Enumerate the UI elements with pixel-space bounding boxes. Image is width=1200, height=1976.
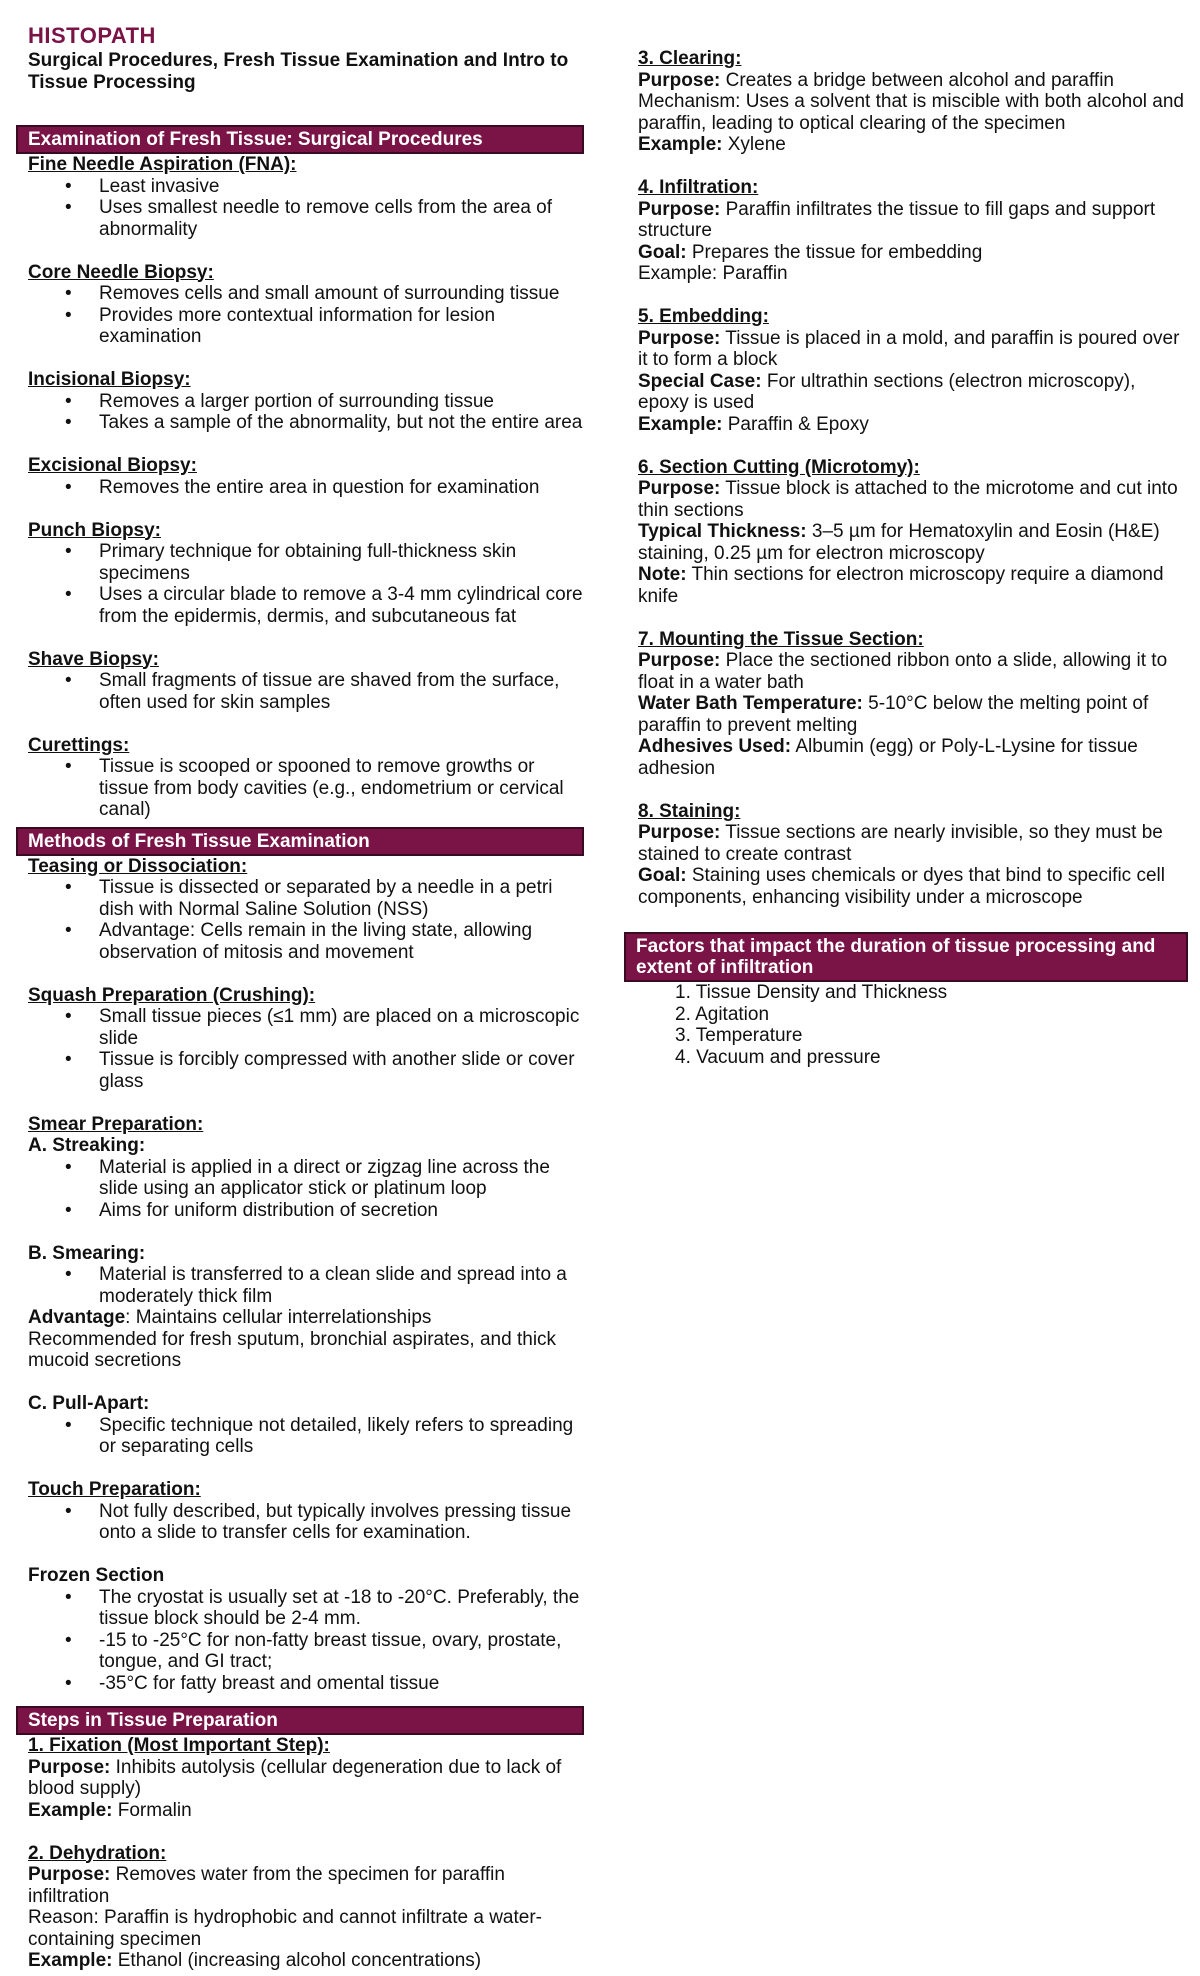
purpose-text: Tissue is placed in a mold, and paraffin is poured over it to form a block — [638, 327, 1180, 370]
goal-text: Staining uses chemicals or dyes that bind to specific cell components, enhancing visibility under a microscope — [638, 865, 1165, 908]
staining-goal — [638, 865, 1190, 908]
subheading-pull-apart: C. Pull-Apart: — [28, 1393, 150, 1414]
heading-shave: Shave Biopsy: — [28, 648, 159, 670]
section-header-factors: Factors that impact the duration of tissue processing and extent of infiltration — [624, 932, 1188, 982]
dehydration-reason: Reason: Paraffin is hydrophobic and cannot infiltrate a water-containing specimen — [28, 1907, 543, 1950]
list-teasing — [28, 877, 584, 963]
list-streaking — [28, 1157, 584, 1222]
list-item: • Specific technique not detailed, likely refers to spreading or separating cells — [28, 1415, 584, 1458]
list-item: • Small tissue pieces (≤1 mm) are placed on a microscopic slide — [28, 1006, 584, 1049]
special-case-label: Special Case: — [638, 370, 762, 392]
example-text: Paraffin & Epoxy — [722, 413, 869, 435]
mounting-water-bath — [638, 693, 1190, 736]
purpose-text: Place the sectioned ribbon onto a slide, allowing it to float in a water bath — [638, 650, 1168, 693]
thickness-text: 3–5 µm for Hematoxylin and Eosin (H&E) staining, 0.25 µm for electron microscopy — [638, 521, 1160, 564]
list-item: 3. Temperature — [675, 1025, 803, 1046]
list-item: 2. Agitation — [675, 1003, 770, 1025]
heading-section-cutting: 6. Section Cutting (Microtomy): — [638, 456, 920, 478]
smearing-advantage — [28, 1307, 584, 1329]
list-pull-apart — [28, 1415, 584, 1458]
section-header-examination: Examination of Fresh Tissue: Surgical Procedures — [16, 125, 584, 154]
list-item: • The cryostat is usually set at -18 to -20°C. Preferably, the tissue block should be 2-4 mm. — [28, 1587, 584, 1630]
list-item: • Small fragments of tissue are shaved from the surface, often used for skin samples — [28, 670, 584, 713]
list-touch — [28, 1501, 584, 1544]
section-header-steps: Steps in Tissue Preparation — [16, 1706, 584, 1735]
heading-incisional: Incisional Biopsy: — [28, 369, 191, 390]
adhesives-text: Albumin (egg) or Poly-L-Lysine for tissue adhesion — [638, 736, 1138, 779]
list-item: • Not fully described, but typically involves pressing tissue onto a slide to transfer cells for examination. — [28, 1501, 584, 1544]
purpose-text: Removes water from the specimen for paraffin infiltration — [28, 1864, 505, 1907]
purpose-text: Paraffin infiltrates the tissue to fill gaps and support structure — [638, 198, 1156, 241]
goal-label: Goal: — [638, 865, 687, 886]
right-column — [638, 0, 1190, 1068]
list-item: • Uses smallest needle to remove cells from the area of abnormality — [28, 197, 584, 240]
section-cutting-note — [638, 564, 1190, 607]
list-fna — [28, 176, 584, 241]
dehydration-purpose — [28, 1864, 584, 1907]
purpose-label: Purpose: — [638, 327, 721, 349]
heading-infiltration: 4. Infiltration: — [638, 177, 759, 198]
heading-core-needle: Core Needle Biopsy: — [28, 261, 214, 283]
purpose-label: Purpose: — [638, 69, 721, 91]
example-label: Example: — [28, 1799, 113, 1821]
purpose-label: Purpose: — [638, 822, 721, 843]
list-item: • Removes a larger portion of surrounding tissue — [28, 391, 584, 413]
purpose-label: Purpose: — [638, 478, 721, 499]
purpose-label: Purpose: — [28, 1756, 111, 1778]
embedding-purpose — [638, 328, 1190, 371]
example-text: Xylene — [722, 134, 786, 155]
list-incisional — [28, 391, 584, 434]
list-item: • Least invasive — [28, 176, 584, 198]
subheading-smearing: B. Smearing: — [28, 1242, 146, 1264]
list-item: • Tissue is scooped or spooned to remove growths or tissue from body cavities (e.g., endometrium or cervical canal) — [28, 756, 584, 821]
heading-curettings: Curettings: — [28, 734, 130, 756]
example-text: Ethanol (increasing alcohol concentrations) — [112, 1950, 482, 1971]
dehydration-example — [28, 1950, 584, 1972]
list-curettings — [28, 756, 584, 821]
list-item: • Removes the entire area in question for examination — [28, 477, 584, 499]
document-subtitle: Surgical Procedures, Fresh Tissue Examination and Intro to Tissue Processing — [28, 50, 569, 93]
list-item: 4. Vacuum and pressure — [675, 1046, 881, 1068]
example-label: Example: — [638, 134, 723, 155]
water-bath-text: 5-10°C below the melting point of paraffin to prevent melting — [638, 693, 1149, 736]
advantage-label: Advantage — [28, 1307, 126, 1328]
water-bath-label: Water Bath Temperature: — [638, 693, 863, 714]
heading-embedding: 5. Embedding: — [638, 306, 769, 327]
infiltration-purpose — [638, 199, 1190, 242]
purpose-text: Tissue block is attached to the microtome and cut into thin sections — [638, 478, 1178, 521]
list-core-needle — [28, 283, 584, 348]
goal-text: Prepares the tissue for embedding — [686, 241, 983, 263]
example-label: Example: — [28, 1950, 113, 1971]
list-squash — [28, 1006, 584, 1092]
list-item: • Removes cells and small amount of surrounding tissue — [28, 283, 584, 305]
smearing-recommended: Recommended for fresh sputum, bronchial aspirates, and thick mucoid secretions — [28, 1328, 557, 1371]
section-header-methods: Methods of Fresh Tissue Examination — [16, 827, 584, 856]
list-excisional — [28, 477, 584, 499]
clearing-mechanism: Mechanism: Uses a solvent that is miscible with both alcohol and paraffin, leading to optical clearing of the specimen — [638, 91, 1184, 134]
list-item: • -35°C for fatty breast and omental tissue — [28, 1673, 584, 1695]
list-item: 1. Tissue Density and Thickness — [675, 982, 948, 1003]
list-item: • Tissue is dissected or separated by a needle in a petri dish with Normal Saline Solution (NSS) — [28, 877, 584, 920]
heading-touch: Touch Preparation: — [28, 1479, 201, 1500]
list-item: • Takes a sample of the abnormality, but not the entire area — [28, 412, 584, 434]
purpose-text: Tissue sections are nearly invisible, so they must be stained to create contrast — [638, 822, 1163, 865]
thickness-label: Typical Thickness: — [638, 521, 807, 542]
embedding-example — [638, 414, 1190, 436]
purpose-label: Purpose: — [638, 650, 721, 671]
list-item: • Primary technique for obtaining full-thickness skin specimens — [28, 541, 584, 584]
list-punch — [28, 541, 584, 627]
purpose-text: Creates a bridge between alcohol and paraffin — [720, 69, 1114, 91]
subheading-streaking: A. Streaking: — [28, 1135, 146, 1156]
section-cutting-thickness — [638, 521, 1190, 564]
note-text: Thin sections for electron microscopy require a diamond knife — [638, 564, 1164, 607]
left-column — [28, 0, 584, 1972]
infiltration-goal — [638, 242, 1190, 264]
list-item: • -15 to -25°C for non-fatty breast tissue, ovary, prostate, tongue, and GI tract; — [28, 1630, 584, 1673]
fixation-example — [28, 1800, 584, 1822]
heading-frozen-section: Frozen Section — [28, 1565, 165, 1586]
heading-smear: Smear Preparation: — [28, 1113, 204, 1135]
list-smearing — [28, 1264, 584, 1307]
heading-fixation: 1. Fixation (Most Important Step): — [28, 1735, 330, 1756]
mounting-adhesives — [638, 736, 1190, 779]
staining-purpose — [638, 822, 1190, 865]
list-item: • Material is transferred to a clean slide and spread into a moderately thick film — [28, 1264, 584, 1307]
special-case-text: For ultrathin sections (electron microscopy), epoxy is used — [638, 370, 1136, 413]
heading-fna: Fine Needle Aspiration (FNA): — [28, 154, 297, 175]
list-item: • Tissue is forcibly compressed with another slide or cover glass — [28, 1049, 584, 1092]
list-item: • Provides more contextual information for lesion examination — [28, 305, 584, 348]
fixation-purpose — [28, 1757, 584, 1800]
embedding-special-case — [638, 371, 1190, 414]
purpose-text: Inhibits autolysis (cellular degeneration due to lack of blood supply) — [28, 1756, 562, 1799]
example-label: Example: — [638, 413, 723, 435]
heading-mounting: 7. Mounting the Tissue Section: — [638, 628, 924, 650]
advantage-text: : Maintains cellular interrelationships — [125, 1307, 432, 1328]
purpose-label: Purpose: — [638, 198, 721, 220]
list-item: • Advantage: Cells remain in the living state, allowing observation of mitosis and movement — [28, 920, 584, 963]
mounting-purpose — [638, 650, 1190, 693]
heading-staining: 8. Staining: — [638, 800, 741, 822]
purpose-label: Purpose: — [28, 1864, 111, 1885]
goal-label: Goal: — [638, 241, 687, 263]
list-item: • Uses a circular blade to remove a 3-4 mm cylindrical core from the epidermis, dermis, and subcutaneous fat — [28, 584, 584, 627]
infiltration-example: Example: Paraffin — [638, 263, 788, 284]
document-title: HISTOPATH — [28, 23, 156, 48]
list-item: • Aims for uniform distribution of secretion — [28, 1200, 584, 1222]
heading-clearing: 3. Clearing: — [638, 48, 742, 69]
clearing-purpose — [638, 70, 1190, 92]
heading-teasing: Teasing or Dissociation: — [28, 855, 248, 877]
list-item: • Material is applied in a direct or zigzag line across the slide using an applicator stick or platinum loop — [28, 1157, 584, 1200]
list-shave — [28, 670, 584, 713]
example-text: Formalin — [112, 1799, 192, 1821]
heading-squash: Squash Preparation (Crushing): — [28, 984, 316, 1006]
heading-dehydration: 2. Dehydration: — [28, 1842, 167, 1864]
adhesives-label: Adhesives Used: — [638, 736, 792, 757]
note-label: Note: — [638, 564, 687, 585]
heading-excisional: Excisional Biopsy: — [28, 455, 197, 476]
clearing-example — [638, 134, 1190, 156]
heading-punch: Punch Biopsy: — [28, 519, 162, 541]
list-factors — [638, 982, 1190, 1068]
list-frozen-section — [28, 1587, 584, 1695]
section-cutting-purpose — [638, 478, 1190, 521]
